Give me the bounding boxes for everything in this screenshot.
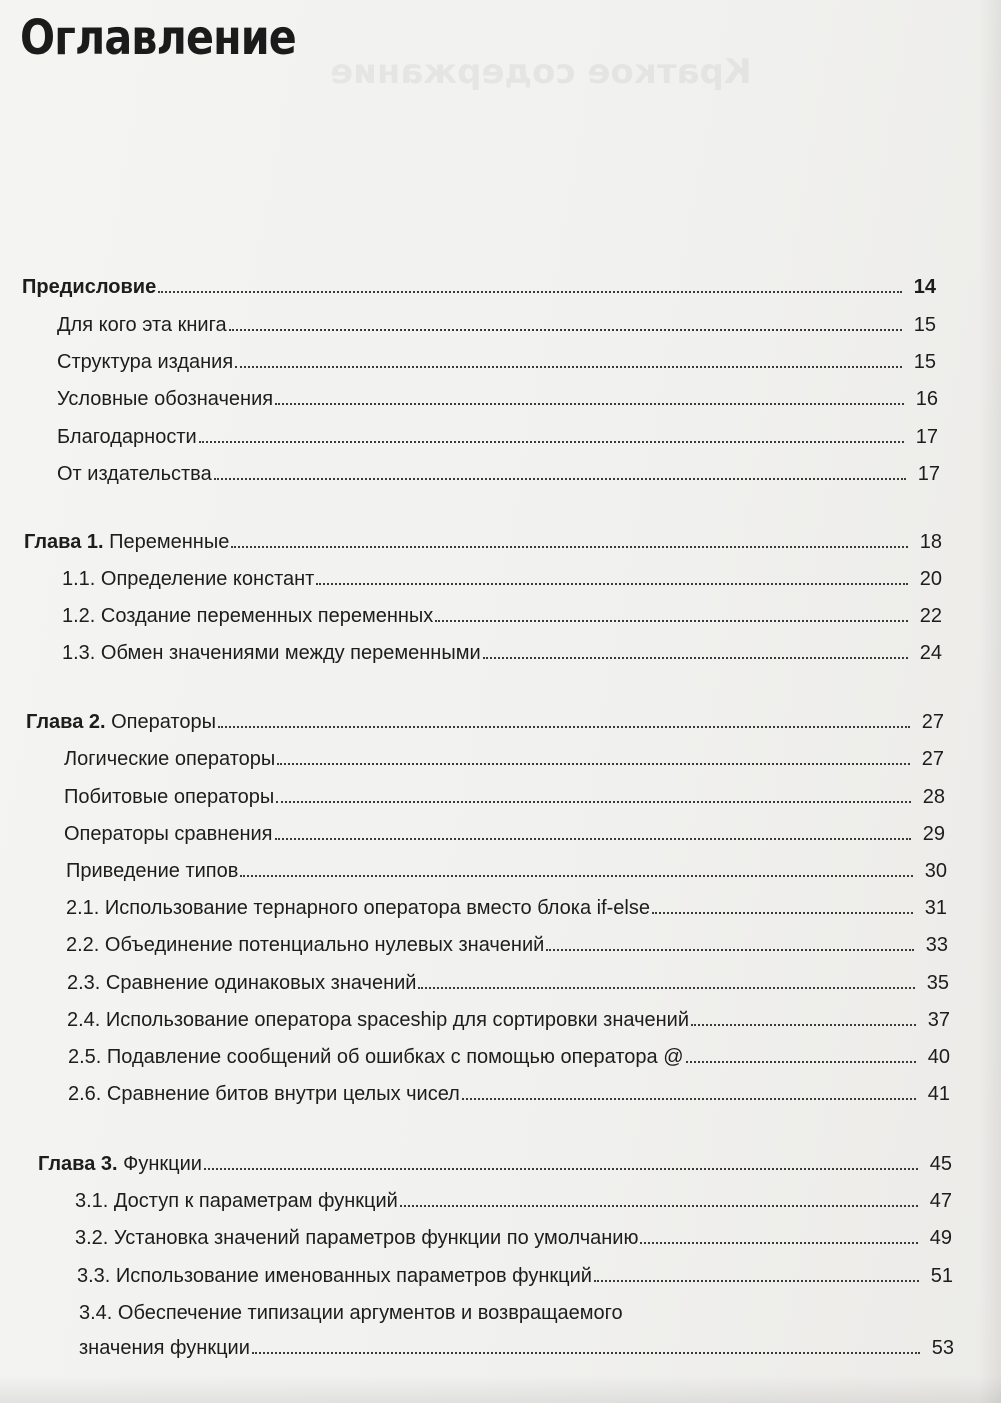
toc-entry-label: Логические операторы: [64, 748, 276, 770]
toc-entry[interactable]: [57, 387, 938, 411]
toc-entry-label: 1.2. Создание переменных переменных: [62, 605, 434, 627]
toc-entry-label: значения функции: [79, 1337, 250, 1359]
toc-entry-label: [24, 530, 229, 554]
toc-entry-label: Условные обозначения: [57, 388, 274, 410]
toc-entry-label: От издательства: [57, 463, 212, 485]
toc-page-number: 15: [913, 351, 936, 373]
toc-entry[interactable]: [57, 425, 938, 449]
toc-entry[interactable]: [68, 1045, 950, 1069]
toc-entry[interactable]: [77, 1264, 953, 1288]
dot-leader: [231, 546, 908, 548]
dot-leader: [240, 875, 913, 877]
dot-leader: [199, 441, 904, 443]
dot-leader: [594, 1280, 919, 1282]
toc-page-number: 29: [922, 823, 945, 845]
dot-leader: [275, 403, 904, 405]
toc-entry-label: 2.6. Сравнение битов внутри целых чисел: [68, 1083, 460, 1105]
chapter-title: Переменные: [103, 531, 230, 553]
toc-page-number: 41: [927, 1083, 950, 1105]
toc-entry[interactable]: [64, 785, 945, 809]
toc-entry-label: 2.1. Использование тернарного оператора вместо блока if-else: [66, 897, 650, 919]
toc-entry-label: 2.3. Сравнение одинаковых значений: [67, 972, 417, 994]
toc-page-number: 33: [925, 934, 948, 956]
dot-leader: [546, 949, 914, 951]
chapter-prefix: Глава 1.: [24, 531, 104, 553]
dot-leader: [640, 1242, 918, 1244]
toc-page-number: 40: [927, 1046, 950, 1068]
dot-leader: [214, 478, 906, 480]
toc-entry[interactable]: [79, 1336, 954, 1360]
toc-entry-chapter-2[interactable]: [26, 710, 944, 734]
toc-entry[interactable]: [64, 747, 944, 771]
chapter-prefix: Глава 2.: [26, 711, 106, 733]
toc-page-number: 30: [924, 860, 947, 882]
toc-page-number: 14: [913, 276, 936, 298]
toc-entry[interactable]: [75, 1189, 952, 1213]
toc-entry-label: 2.5. Подавление сообщений об ошибках с помощью оператора @: [68, 1046, 684, 1068]
dot-leader: [316, 583, 908, 585]
toc-page-number: 27: [921, 748, 944, 770]
toc-entry-label: 1.3. Обмен значениями между переменными: [62, 642, 481, 664]
toc-page-number: 22: [919, 605, 942, 627]
toc-page-number: 27: [921, 711, 944, 733]
toc-entry-label: 3.1. Доступ к параметрам функций: [75, 1190, 398, 1212]
page-bottom-shadow: [0, 1375, 1001, 1403]
chapter-prefix: Глава 3.: [38, 1153, 118, 1175]
dot-leader: [204, 1168, 918, 1170]
dot-leader: [218, 726, 910, 728]
dot-leader: [158, 291, 902, 293]
dot-leader: [418, 987, 915, 989]
toc-entry[interactable]: [62, 641, 942, 665]
toc-entry-chapter-1[interactable]: [24, 530, 942, 554]
toc-entry-label: Благодарности: [57, 426, 197, 448]
toc-page-number: 16: [915, 388, 938, 410]
toc-entry[interactable]: [75, 1226, 952, 1250]
toc-entry[interactable]: [57, 462, 940, 486]
toc-entry-label: Структура издания: [57, 351, 234, 373]
toc-page-number: 37: [927, 1009, 950, 1031]
toc-entry-label: Операторы сравнения: [64, 823, 273, 845]
toc-entry[interactable]: [67, 971, 949, 995]
dot-leader: [400, 1205, 918, 1207]
toc-entry-label: 2.2. Объединение потенциально нулевых значений: [66, 934, 545, 956]
page-edge-shadow: [979, 0, 1001, 1403]
dot-leader: [483, 657, 908, 659]
chapter-title: Функции: [117, 1153, 202, 1175]
toc-entry-label: 2.4. Использование оператора spaceship для сортировки значений: [67, 1009, 690, 1031]
toc-entry[interactable]: [57, 350, 936, 374]
toc-page-number: 20: [919, 568, 942, 590]
toc-page-number: 35: [926, 972, 949, 994]
toc-entry[interactable]: [57, 313, 936, 337]
toc-page-number: 18: [919, 531, 942, 553]
toc-page-number: 45: [929, 1153, 952, 1175]
toc-entry[interactable]: [62, 604, 942, 628]
toc-page-number: 17: [917, 463, 940, 485]
dot-leader: [686, 1061, 916, 1063]
toc-entry[interactable]: [68, 1082, 950, 1106]
toc-entry[interactable]: [66, 896, 947, 920]
toc-entry-label: 3.2. Установка значений параметров функции по умолчанию: [75, 1227, 639, 1249]
dot-leader: [435, 620, 908, 622]
dot-leader: [691, 1024, 916, 1026]
dot-leader: [652, 912, 913, 914]
toc-entry[interactable]: [66, 933, 948, 957]
toc-page-number: 31: [924, 897, 947, 919]
chapter-title: Операторы: [105, 711, 216, 733]
toc-page-number: 15: [913, 314, 936, 336]
dot-leader: [235, 366, 902, 368]
dot-leader: [252, 1352, 920, 1354]
toc-entry-label: Для кого эта книга: [57, 314, 227, 336]
toc-entry-label: Предисловие: [22, 276, 157, 298]
dot-leader: [277, 763, 910, 765]
toc-entry[interactable]: [62, 567, 942, 591]
toc-entry-label: Побитовые операторы: [64, 786, 275, 808]
toc-entry-label: [26, 710, 216, 734]
toc-entry-label: [38, 1152, 202, 1176]
dot-leader: [229, 329, 902, 331]
dot-leader: [276, 801, 911, 803]
toc-entry[interactable]: [64, 822, 945, 846]
dot-leader: [275, 838, 911, 840]
toc-page-number: 47: [929, 1190, 952, 1212]
toc-entry[interactable]: [67, 1008, 950, 1032]
page-title: Оглавление: [20, 10, 296, 66]
toc-entry-chapter-3[interactable]: [38, 1152, 952, 1176]
toc-entry-preface[interactable]: [22, 275, 936, 299]
toc-page-number: 53: [931, 1337, 954, 1359]
toc-page-number: 49: [929, 1227, 952, 1249]
toc-entry-label: Приведение типов: [66, 860, 239, 882]
toc-page-number: 28: [922, 786, 945, 808]
toc-page-number: 51: [930, 1265, 953, 1287]
toc-entry-first-line[interactable]: 3.4. Обеспечение типизации аргументов и возвращаемого: [79, 1302, 623, 1324]
toc-page-number: 17: [915, 426, 938, 448]
dot-leader: [462, 1098, 916, 1100]
toc-entry[interactable]: [66, 859, 947, 883]
show-through-text: Краткое содержание: [330, 52, 752, 92]
toc-entry-label: 3.3. Использование именованных параметров функций: [77, 1265, 592, 1287]
toc-page-number: 24: [919, 642, 942, 664]
toc-entry-label: 1.1. Определение констант: [62, 568, 315, 590]
